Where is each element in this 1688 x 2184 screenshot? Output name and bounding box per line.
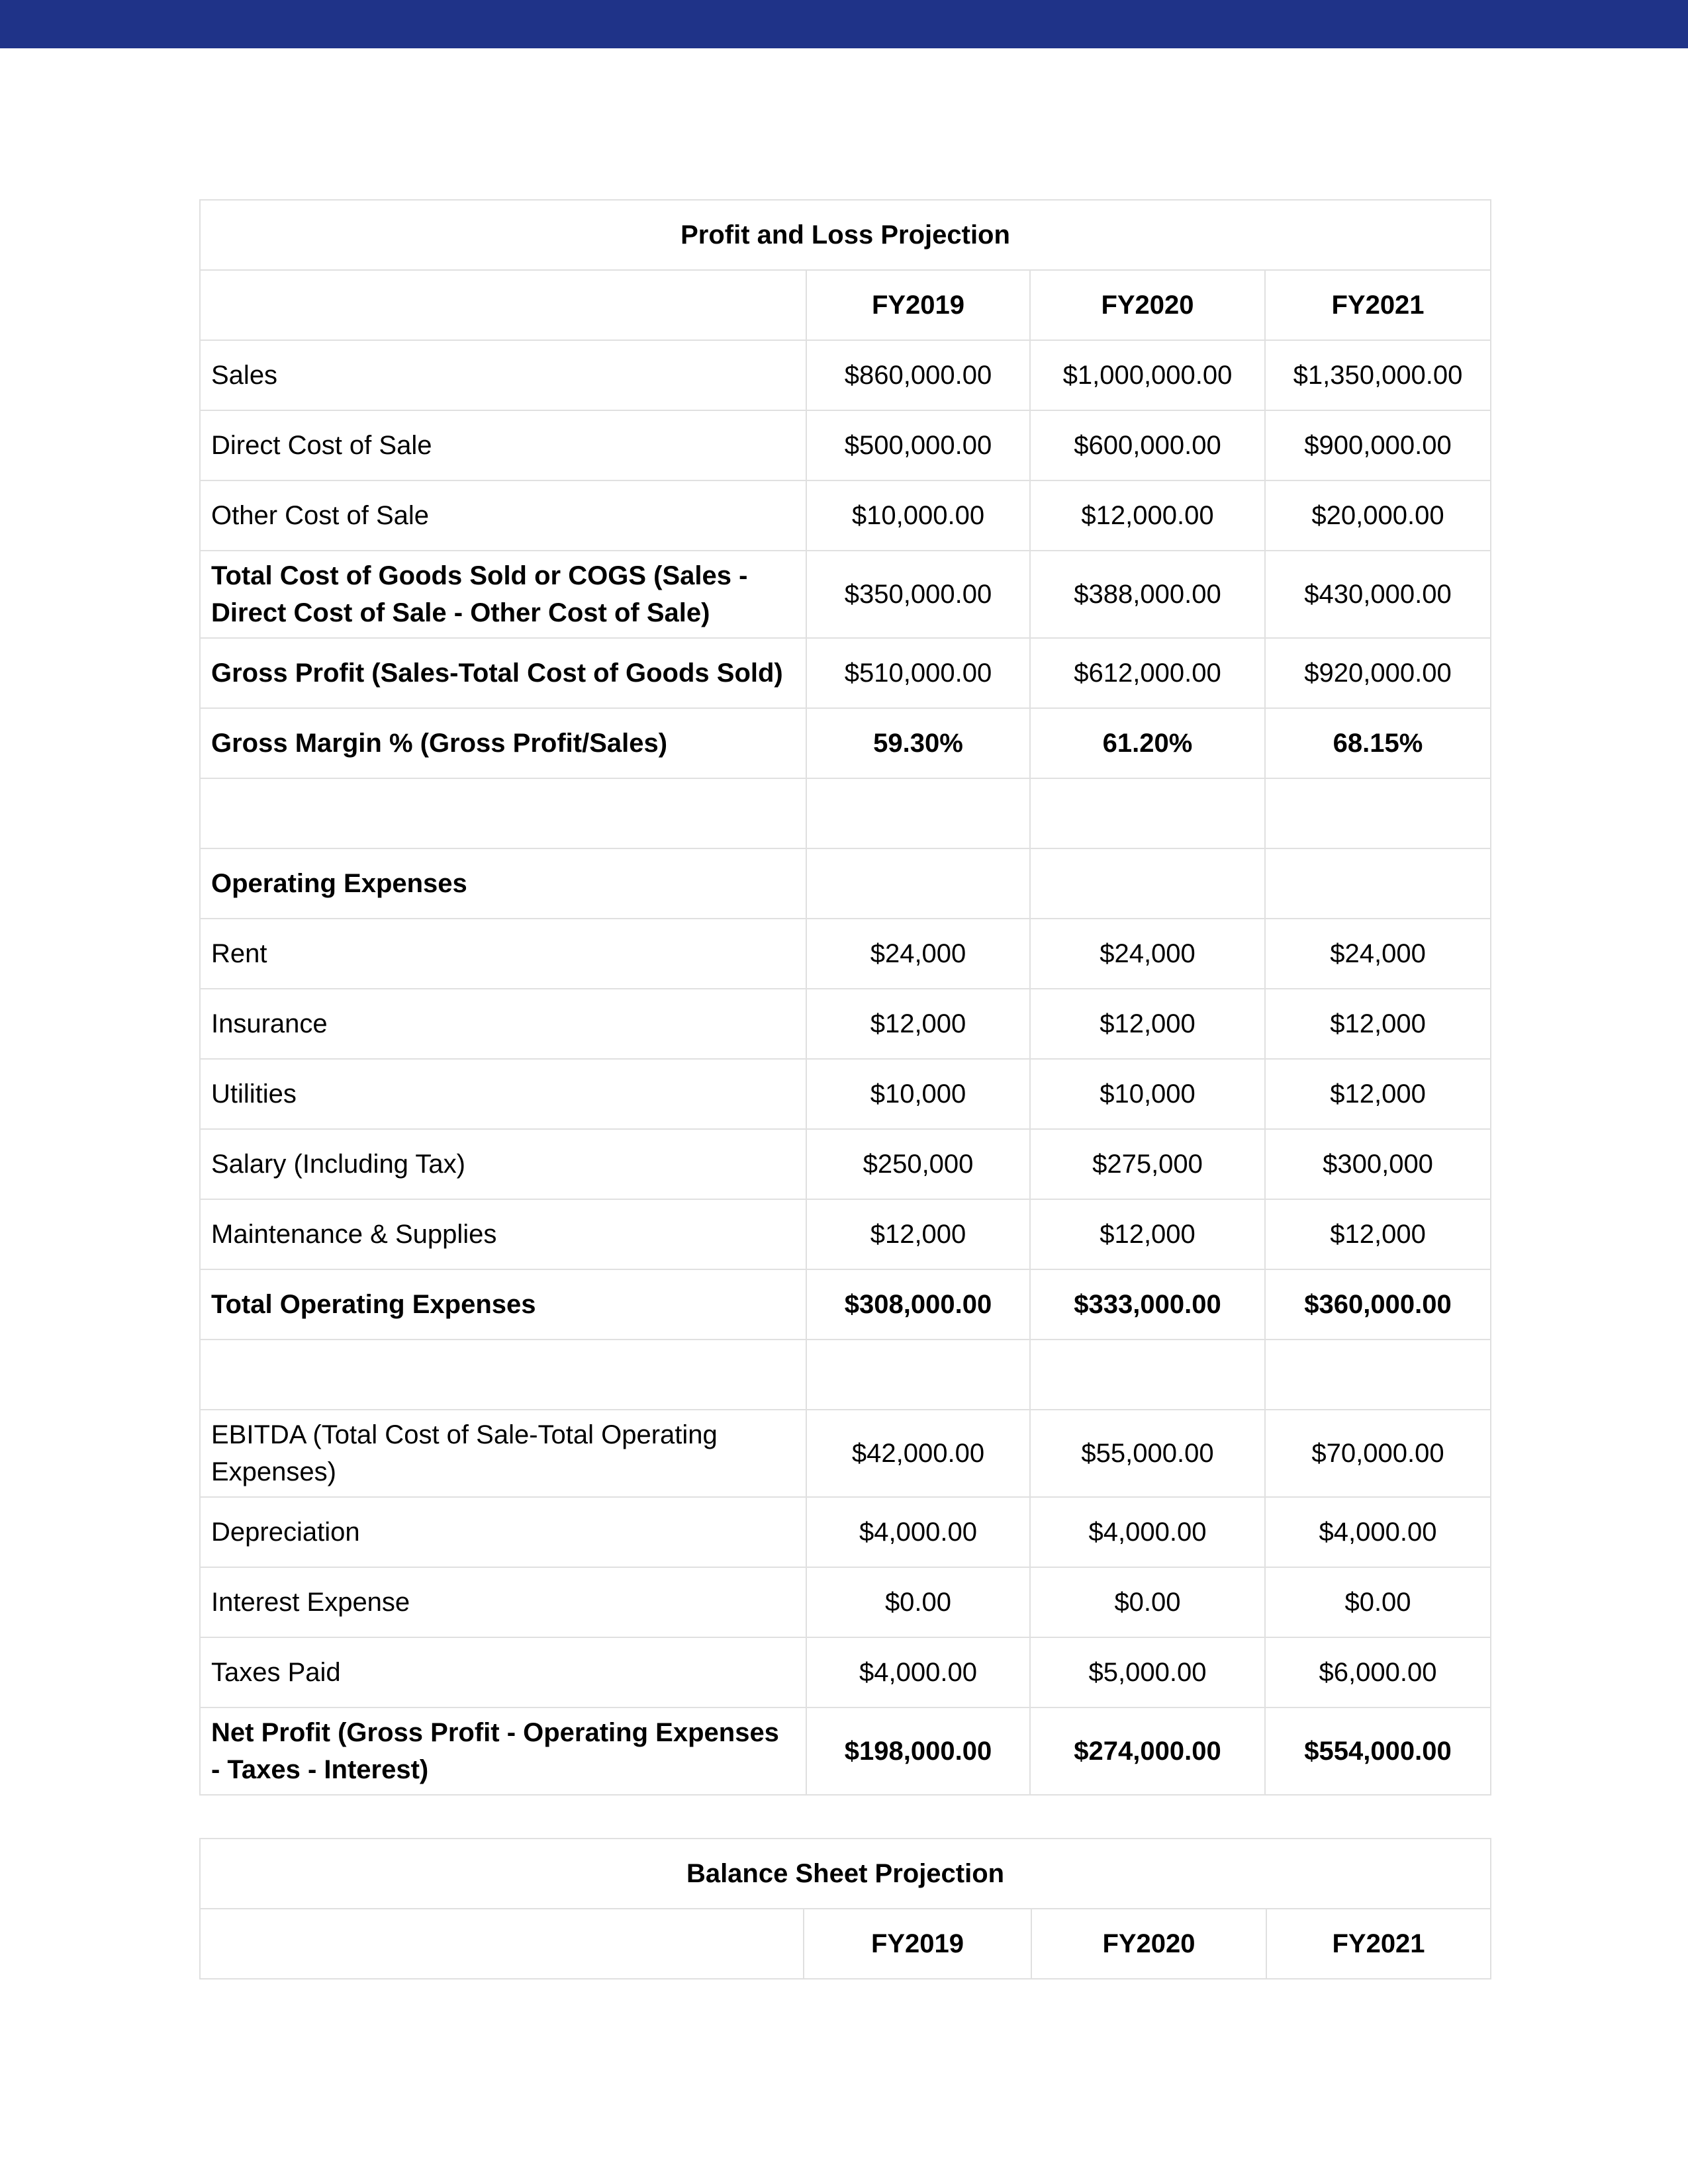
value-fy2019: $12,000 bbox=[806, 989, 1030, 1059]
value-fy2020: $388,000.00 bbox=[1030, 551, 1265, 638]
value-fy2020: $24,000 bbox=[1030, 919, 1265, 989]
row-label: Total Cost of Goods Sold or COGS (Sales - Direct Cost of Sale - Other Cost of Sale) bbox=[200, 551, 806, 638]
value-fy2019: $4,000.00 bbox=[806, 1637, 1030, 1707]
value-fy2020: $5,000.00 bbox=[1030, 1637, 1265, 1707]
value-fy2019: $10,000 bbox=[806, 1059, 1030, 1129]
value-fy2020: $10,000 bbox=[1030, 1059, 1265, 1129]
value-fy2020 bbox=[1030, 1340, 1265, 1410]
value-fy2021: $20,000.00 bbox=[1265, 480, 1491, 551]
value-fy2021: $12,000 bbox=[1265, 989, 1491, 1059]
value-fy2020: $275,000 bbox=[1030, 1129, 1265, 1199]
row-label bbox=[200, 1340, 806, 1410]
row-spacer bbox=[200, 778, 1491, 848]
row-label: Sales bbox=[200, 340, 806, 410]
row-gross-profit bbox=[200, 638, 1491, 708]
header-blank-cell bbox=[200, 270, 806, 340]
value-fy2019 bbox=[806, 1340, 1030, 1410]
year-header-fy2020: FY2020 bbox=[1030, 270, 1265, 340]
value-fy2020: $1,000,000.00 bbox=[1030, 340, 1265, 410]
value-fy2019: $500,000.00 bbox=[806, 410, 1030, 480]
row-label: Gross Profit (Sales-Total Cost of Goods Sold) bbox=[200, 638, 806, 708]
profit-loss-table bbox=[199, 199, 1491, 1796]
row-operating-expenses-heading bbox=[200, 848, 1491, 919]
row-depreciation bbox=[200, 1497, 1491, 1567]
value-fy2021: $430,000.00 bbox=[1265, 551, 1491, 638]
value-fy2019: $42,000.00 bbox=[806, 1410, 1030, 1497]
value-fy2021: 68.15% bbox=[1265, 708, 1491, 778]
value-fy2021: $554,000.00 bbox=[1265, 1707, 1491, 1795]
row-direct-cost-of-sale bbox=[200, 410, 1491, 480]
row-label: Rent bbox=[200, 919, 806, 989]
value-fy2020: $274,000.00 bbox=[1030, 1707, 1265, 1795]
value-fy2020: $333,000.00 bbox=[1030, 1269, 1265, 1340]
value-fy2019 bbox=[806, 848, 1030, 919]
row-label: Depreciation bbox=[200, 1497, 806, 1567]
value-fy2019: $250,000 bbox=[806, 1129, 1030, 1199]
row-ebitda bbox=[200, 1410, 1491, 1497]
balance-sheet-title: Balance Sheet Projection bbox=[200, 1839, 1491, 1909]
value-fy2020: $12,000.00 bbox=[1030, 480, 1265, 551]
row-label: Total Operating Expenses bbox=[200, 1269, 806, 1340]
row-label bbox=[200, 778, 806, 848]
value-fy2019: $4,000.00 bbox=[806, 1497, 1030, 1567]
row-label: Interest Expense bbox=[200, 1567, 806, 1637]
value-fy2021: $4,000.00 bbox=[1265, 1497, 1491, 1567]
row-sales bbox=[200, 340, 1491, 410]
row-gross-margin bbox=[200, 708, 1491, 778]
row-label: Maintenance & Supplies bbox=[200, 1199, 806, 1269]
year-header-fy2020: FY2020 bbox=[1031, 1909, 1266, 1979]
value-fy2021 bbox=[1265, 848, 1491, 919]
header-bar bbox=[0, 0, 1688, 48]
year-header-fy2019: FY2019 bbox=[804, 1909, 1031, 1979]
value-fy2021: $360,000.00 bbox=[1265, 1269, 1491, 1340]
value-fy2020: $55,000.00 bbox=[1030, 1410, 1265, 1497]
value-fy2020: 61.20% bbox=[1030, 708, 1265, 778]
row-label: Gross Margin % (Gross Profit/Sales) bbox=[200, 708, 806, 778]
row-other-cost-of-sale bbox=[200, 480, 1491, 551]
value-fy2021: $900,000.00 bbox=[1265, 410, 1491, 480]
value-fy2020: $4,000.00 bbox=[1030, 1497, 1265, 1567]
value-fy2019: $308,000.00 bbox=[806, 1269, 1030, 1340]
row-taxes-paid bbox=[200, 1637, 1491, 1707]
value-fy2020 bbox=[1030, 778, 1265, 848]
value-fy2019: $198,000.00 bbox=[806, 1707, 1030, 1795]
value-fy2020 bbox=[1030, 848, 1265, 919]
row-label: Utilities bbox=[200, 1059, 806, 1129]
row-total-operating-expenses bbox=[200, 1269, 1491, 1340]
balance-sheet-table bbox=[199, 1838, 1491, 1979]
value-fy2021: $300,000 bbox=[1265, 1129, 1491, 1199]
value-fy2021: $0.00 bbox=[1265, 1567, 1491, 1637]
profit-loss-title: Profit and Loss Projection bbox=[200, 200, 1491, 270]
value-fy2021 bbox=[1265, 1340, 1491, 1410]
value-fy2021: $1,350,000.00 bbox=[1265, 340, 1491, 410]
row-label: Insurance bbox=[200, 989, 806, 1059]
row-utilities bbox=[200, 1059, 1491, 1129]
header-blank-cell bbox=[200, 1909, 804, 1979]
value-fy2021: $6,000.00 bbox=[1265, 1637, 1491, 1707]
row-net-profit bbox=[200, 1707, 1491, 1795]
value-fy2021: $920,000.00 bbox=[1265, 638, 1491, 708]
value-fy2019: $10,000.00 bbox=[806, 480, 1030, 551]
row-spacer bbox=[200, 1340, 1491, 1410]
value-fy2021: $12,000 bbox=[1265, 1059, 1491, 1129]
value-fy2021 bbox=[1265, 778, 1491, 848]
value-fy2020: $0.00 bbox=[1030, 1567, 1265, 1637]
value-fy2019: $24,000 bbox=[806, 919, 1030, 989]
row-label: Other Cost of Sale bbox=[200, 480, 806, 551]
row-label: EBITDA (Total Cost of Sale-Total Operating Expenses) bbox=[200, 1410, 806, 1497]
row-label: Direct Cost of Sale bbox=[200, 410, 806, 480]
value-fy2019: $860,000.00 bbox=[806, 340, 1030, 410]
row-label: Net Profit (Gross Profit - Operating Expenses - Taxes - Interest) bbox=[200, 1707, 806, 1795]
value-fy2019: $510,000.00 bbox=[806, 638, 1030, 708]
row-total-cogs bbox=[200, 551, 1491, 638]
row-insurance bbox=[200, 989, 1491, 1059]
value-fy2021: $70,000.00 bbox=[1265, 1410, 1491, 1497]
row-maintenance-supplies bbox=[200, 1199, 1491, 1269]
value-fy2020: $600,000.00 bbox=[1030, 410, 1265, 480]
value-fy2019: $0.00 bbox=[806, 1567, 1030, 1637]
value-fy2020: $12,000 bbox=[1030, 989, 1265, 1059]
value-fy2021: $12,000 bbox=[1265, 1199, 1491, 1269]
row-rent bbox=[200, 919, 1491, 989]
value-fy2019: 59.30% bbox=[806, 708, 1030, 778]
row-label: Salary (Including Tax) bbox=[200, 1129, 806, 1199]
row-interest-expense bbox=[200, 1567, 1491, 1637]
value-fy2019: $350,000.00 bbox=[806, 551, 1030, 638]
year-header-fy2021: FY2021 bbox=[1266, 1909, 1491, 1979]
value-fy2019 bbox=[806, 778, 1030, 848]
value-fy2020: $12,000 bbox=[1030, 1199, 1265, 1269]
value-fy2019: $12,000 bbox=[806, 1199, 1030, 1269]
value-fy2020: $612,000.00 bbox=[1030, 638, 1265, 708]
row-label: Taxes Paid bbox=[200, 1637, 806, 1707]
year-header-fy2021: FY2021 bbox=[1265, 270, 1491, 340]
row-salary bbox=[200, 1129, 1491, 1199]
value-fy2021: $24,000 bbox=[1265, 919, 1491, 989]
section-heading: Operating Expenses bbox=[200, 848, 806, 919]
year-header-fy2019: FY2019 bbox=[806, 270, 1030, 340]
